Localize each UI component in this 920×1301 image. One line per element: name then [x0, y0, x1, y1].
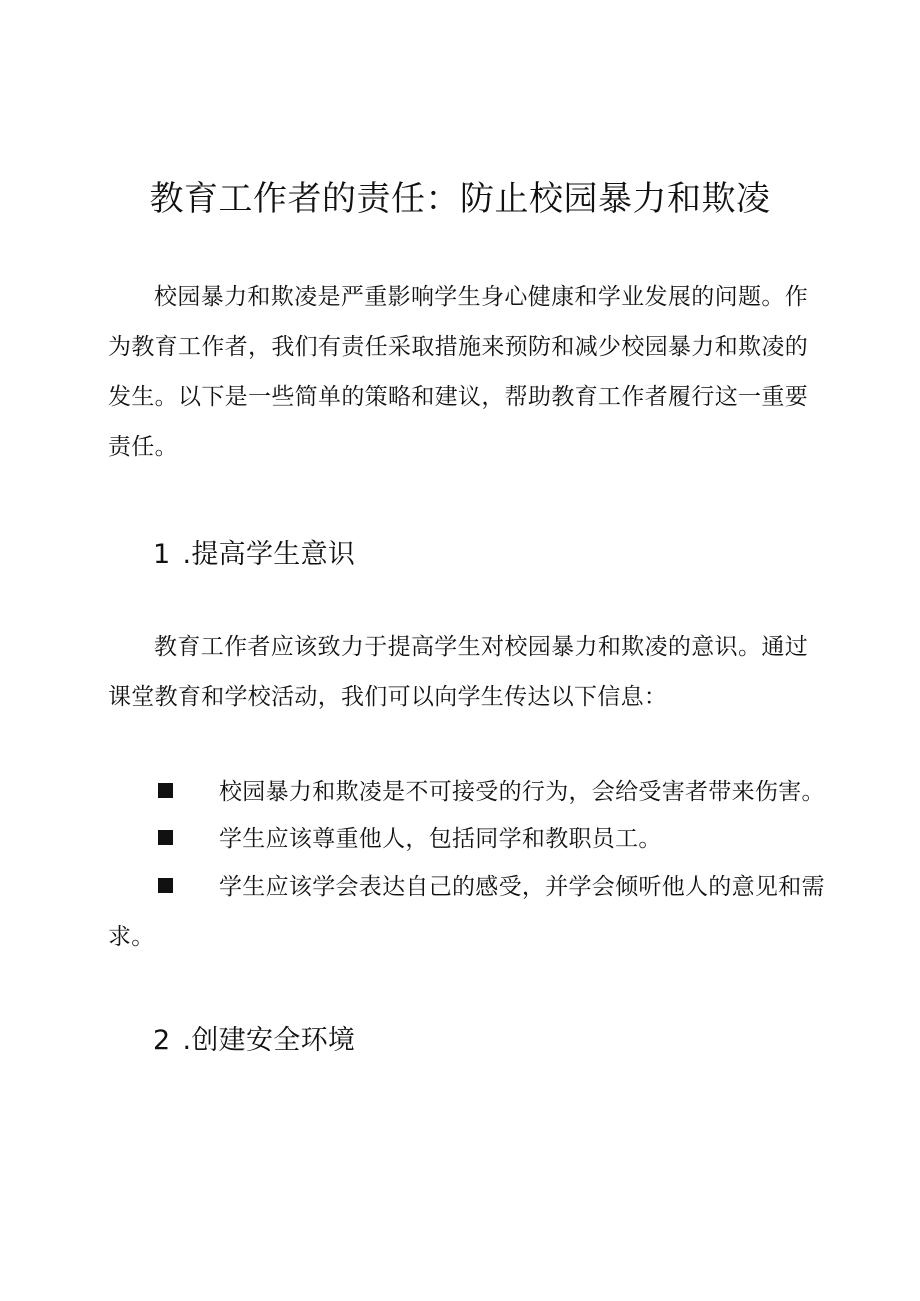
section-1-paragraph: 教育工作者应该致力于提高学生对校园暴力和欺凌的意识。通过课堂教育和学校活动，我们可以向学生传达以下信息：	[108, 634, 808, 710]
section-1-number: 1	[153, 539, 171, 570]
bullet-text: 校园暴力和欺凌是不可接受的行为，会给受害者带来伤害。	[219, 779, 825, 805]
section-2-title: .创建安全环境	[182, 1025, 356, 1056]
section-1-title: .提高学生意识	[182, 539, 356, 570]
bullet-text: 学生应该尊重他人，包括同学和教职员工。	[219, 826, 662, 852]
section-1-heading	[153, 530, 355, 580]
bullet-square-icon	[158, 830, 173, 845]
bullet-square-icon	[158, 783, 173, 798]
section-2-number: 2	[153, 1025, 171, 1056]
intro-paragraph: 校园暴力和欺凌是严重影响学生身心健康和学业发展的问题。作为教育工作者，我们有责任采取措施来预防和减少校园暴力和欺凌的发生。以下是一些简单的策略和建议，帮助教育工作者履行这一重要责任。	[108, 284, 808, 460]
bullet-text: 学生应该学会表达自己的感受，并学会倾听他人的意见和需求。	[108, 874, 825, 950]
bullet-item	[108, 862, 828, 962]
bullet-square-icon	[158, 878, 173, 893]
document-title: 教育工作者的责任：防止校园暴力和欺凌	[149, 179, 771, 219]
bullet-item	[108, 767, 828, 817]
section-2-heading	[153, 1016, 355, 1066]
bullet-item	[108, 814, 828, 864]
